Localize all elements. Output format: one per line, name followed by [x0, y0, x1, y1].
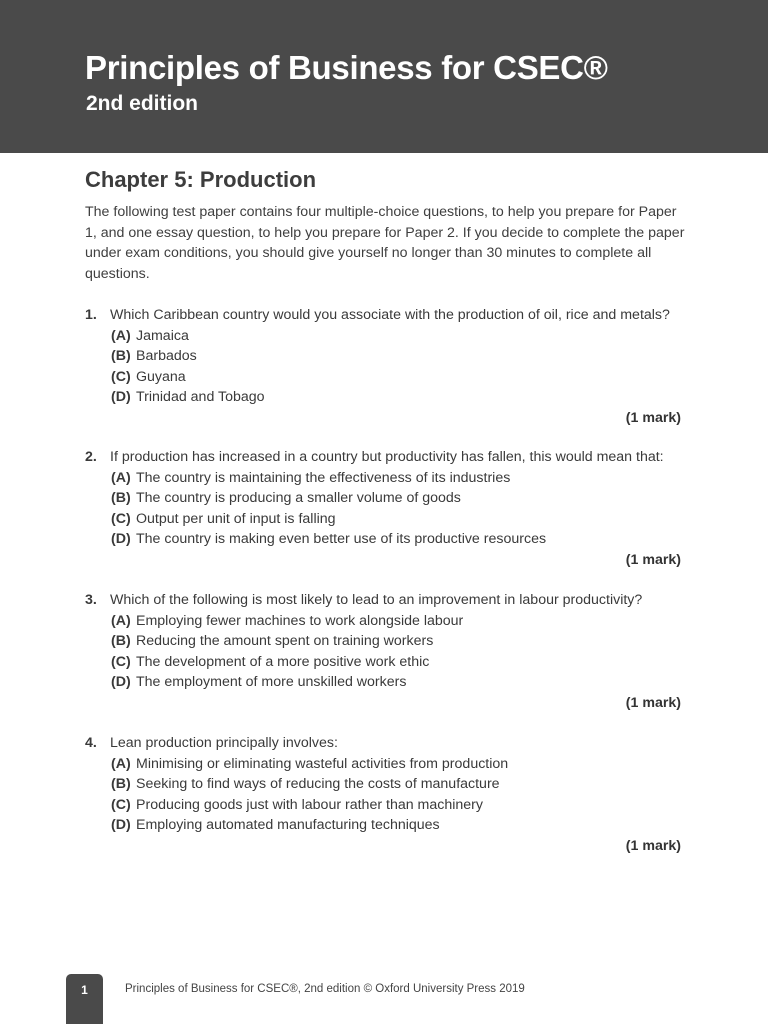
- option-a: [85, 468, 685, 489]
- intro-paragraph: The following test paper contains four multiple-choice questions, to help you prepare for Paper 1, and one essay question, to help you prepare for Paper 2. If you decide to complete the paper under exam conditions, you should give yourself no longer than 30 minutes to complete all questions.: [85, 204, 685, 282]
- option-text: Barbados: [136, 348, 197, 365]
- option-letter: (B): [111, 633, 131, 650]
- option-letter: (D): [111, 531, 131, 548]
- option-a: [85, 326, 685, 347]
- footer-copyright: Principles of Business for CSEC®, 2nd edition © Oxford University Press 2019: [125, 983, 525, 995]
- option-letter: (B): [111, 348, 131, 365]
- option-letter: (A): [111, 469, 131, 486]
- option-text: Trinidad and Tobago: [136, 389, 265, 406]
- option-letter: (C): [111, 653, 131, 670]
- option-letter: (A): [111, 327, 131, 344]
- option-d: [85, 815, 685, 836]
- mark-label: (1 mark): [625, 837, 681, 854]
- option-d: [85, 672, 685, 693]
- option-a: [85, 611, 685, 632]
- option-letter: (D): [111, 389, 131, 406]
- page-number: 1: [81, 983, 88, 997]
- question-1: [85, 305, 685, 429]
- option-b: [85, 774, 685, 795]
- question-4: [85, 733, 685, 857]
- option-letter: (B): [111, 490, 131, 507]
- option-letter: (D): [111, 817, 131, 834]
- option-c: [85, 367, 685, 388]
- question-2: [85, 447, 685, 571]
- option-text: The country is making even better use of its productive resources: [136, 531, 547, 548]
- book-title: Principles of Business for CSEC®: [85, 49, 608, 86]
- option-text: The country is producing a smaller volume of goods: [136, 490, 461, 507]
- option-text: The country is maintaining the effectiveness of its industries: [136, 469, 511, 486]
- mark-label: (1 mark): [625, 694, 681, 711]
- option-letter: (D): [111, 674, 131, 691]
- mark-label: (1 mark): [625, 551, 681, 568]
- question-number: 1.: [85, 307, 97, 323]
- header-banner: [0, 0, 768, 153]
- mark-label: (1 mark): [625, 409, 681, 426]
- option-d: [85, 387, 685, 408]
- option-b: [85, 631, 685, 652]
- book-edition: 2nd edition: [86, 92, 198, 115]
- option-letter: (B): [111, 776, 131, 793]
- option-c: [85, 509, 685, 530]
- question-number: 4.: [85, 735, 97, 751]
- option-b: [85, 488, 685, 509]
- question-number: 3.: [85, 592, 97, 608]
- option-text: Reducing the amount spent on training workers: [136, 633, 434, 650]
- chapter-title: Chapter 5: Production: [85, 167, 317, 192]
- question-text: If production has increased in a country but productivity has fallen, this would mean that:: [110, 449, 664, 465]
- option-text: Minimising or eliminating wasteful activities from production: [136, 755, 509, 772]
- question-text: Lean production principally involves:: [110, 735, 338, 751]
- question-number: 2.: [85, 449, 97, 465]
- question-text: Which of the following is most likely to lead to an improvement in labour productivity?: [110, 592, 643, 608]
- option-letter: (C): [111, 796, 131, 813]
- option-text: Employing fewer machines to work alongside labour: [136, 612, 464, 629]
- option-c: [85, 795, 685, 816]
- option-letter: (C): [111, 510, 131, 527]
- option-text: Jamaica: [136, 327, 189, 344]
- option-text: Guyana: [136, 368, 186, 385]
- page-number-tab: [66, 974, 103, 1024]
- option-d: [85, 529, 685, 550]
- option-c: [85, 652, 685, 673]
- option-letter: (A): [111, 612, 131, 629]
- option-b: [85, 346, 685, 367]
- option-letter: (C): [111, 368, 131, 385]
- option-a: [85, 754, 685, 775]
- question-3: [85, 590, 685, 714]
- question-text: Which Caribbean country would you associate with the production of oil, rice and metals?: [110, 307, 670, 323]
- option-text: The employment of more unskilled workers: [136, 674, 407, 691]
- option-letter: (A): [111, 755, 131, 772]
- option-text: Output per unit of input is falling: [136, 510, 336, 527]
- option-text: The development of a more positive work ethic: [136, 653, 430, 670]
- option-text: Seeking to find ways of reducing the costs of manufacture: [136, 776, 500, 793]
- option-text: Employing automated manufacturing techniques: [136, 817, 440, 834]
- option-text: Producing goods just with labour rather than machinery: [136, 796, 483, 813]
